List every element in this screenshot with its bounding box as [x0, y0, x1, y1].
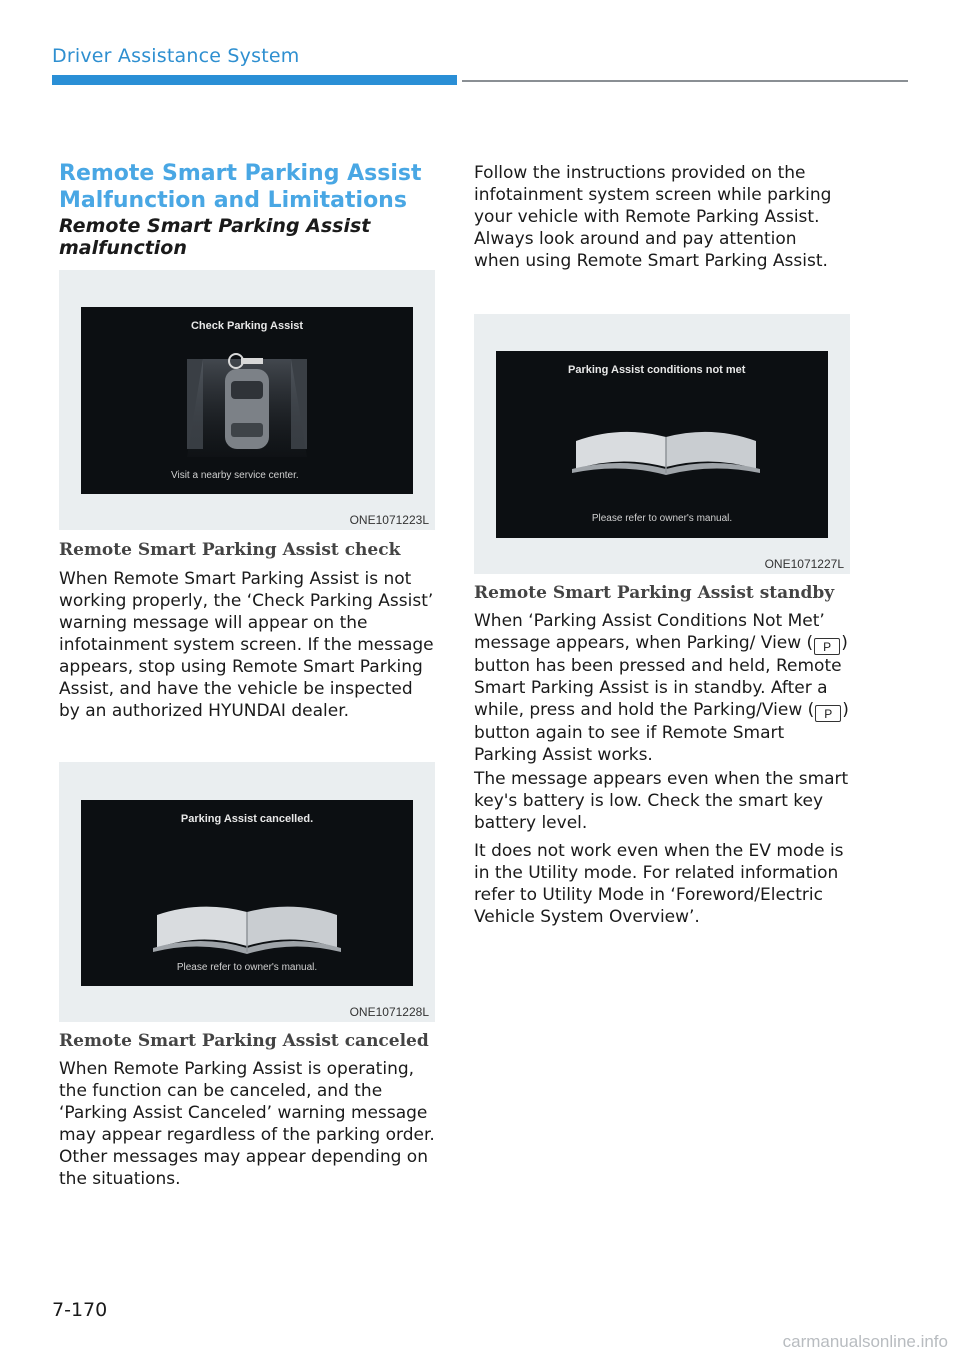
header-rule	[462, 80, 908, 82]
standby-text-2: ) button has been pressed and held, Remote Smart Parking Assist is in standby. After a while, press and hold the Parking/View (	[474, 633, 848, 720]
figure-code: ONE1071223L	[349, 513, 429, 527]
caption-standby: Remote Smart Parking Assist standby	[474, 583, 835, 603]
screen-footer: Please refer to owner's manual.	[176, 962, 318, 973]
figure-parking-assist-cancelled	[59, 762, 435, 1022]
infotainment-screen	[81, 307, 413, 494]
figure-code: ONE1071227L	[764, 557, 844, 571]
section-subtitle: Remote Smart Parking Assist malfunction	[59, 215, 371, 259]
screen-title: Parking Assist cancelled.	[180, 813, 314, 825]
figure-check-parking-assist	[59, 270, 435, 530]
standby-text-3: ) button again to see if Remote Smart Parking Assist works.	[474, 700, 849, 765]
header-rule-accent	[52, 75, 457, 85]
paragraph-canceled: When Remote Parking Assist is operating, the function can be canceled, and the ‘Parking Assist Canceled’ warning message may appear regardless of the parking order. Other messages may appear depending on the situations.	[59, 1059, 435, 1189]
watermark: carmanualsonline.info	[782, 1332, 948, 1351]
paragraph-battery: The message appears even when the smart key's battery is low. Check the smart key battery level.	[474, 769, 849, 833]
page-number: 7-170	[52, 1299, 108, 1321]
screen-footer: Please refer to owner's manual.	[591, 513, 733, 524]
screen-title: Check Parking Assist	[190, 320, 304, 332]
paragraph-check: When Remote Smart Parking Assist is not working properly, the ‘Check Parking Assist’ warning message will appear on the infotainment system screen. If the message appears, stop using Remote Smart Parking Assist, and have the vehicle be inspected by an authorized HYUNDAI dealer.	[59, 569, 434, 721]
caption-check: Remote Smart Parking Assist check	[59, 540, 401, 560]
parking-view-button-icon: P	[814, 638, 840, 655]
paragraph-standby	[474, 610, 850, 766]
paragraph-intro: Follow the instructions provided on the infotainment system screen while parking your vehicle with Remote Parking Assist. Always look around and pay attention when using Remote Smart Parking Assist.	[474, 163, 832, 271]
infotainment-screen	[496, 351, 828, 538]
manual-book-icon	[496, 351, 828, 538]
car-warning-illustration	[81, 307, 413, 494]
section-title: Remote Smart Parking Assist Malfunction and Limitations	[59, 161, 422, 213]
running-header: Driver Assistance System	[52, 45, 300, 67]
manual-book-icon	[81, 800, 413, 986]
figure-code: ONE1071228L	[349, 1005, 429, 1019]
standby-text-1: When ‘Parking Assist Conditions Not Met’ message appears, when Parking/ View (	[474, 611, 825, 653]
screen-title: Parking Assist conditions not met	[568, 364, 746, 376]
infotainment-screen	[81, 800, 413, 986]
caption-canceled: Remote Smart Parking Assist canceled	[59, 1031, 429, 1051]
parking-view-button-icon: P	[815, 705, 841, 722]
screen-footer: Visit a nearby service center.	[171, 470, 299, 481]
paragraph-utility-mode: It does not work even when the EV mode is in the Utility mode. For related information refer to Utility Mode in ‘Foreword/Electric Vehicle System Overview’.	[474, 841, 844, 927]
figure-conditions-not-met	[474, 314, 850, 574]
